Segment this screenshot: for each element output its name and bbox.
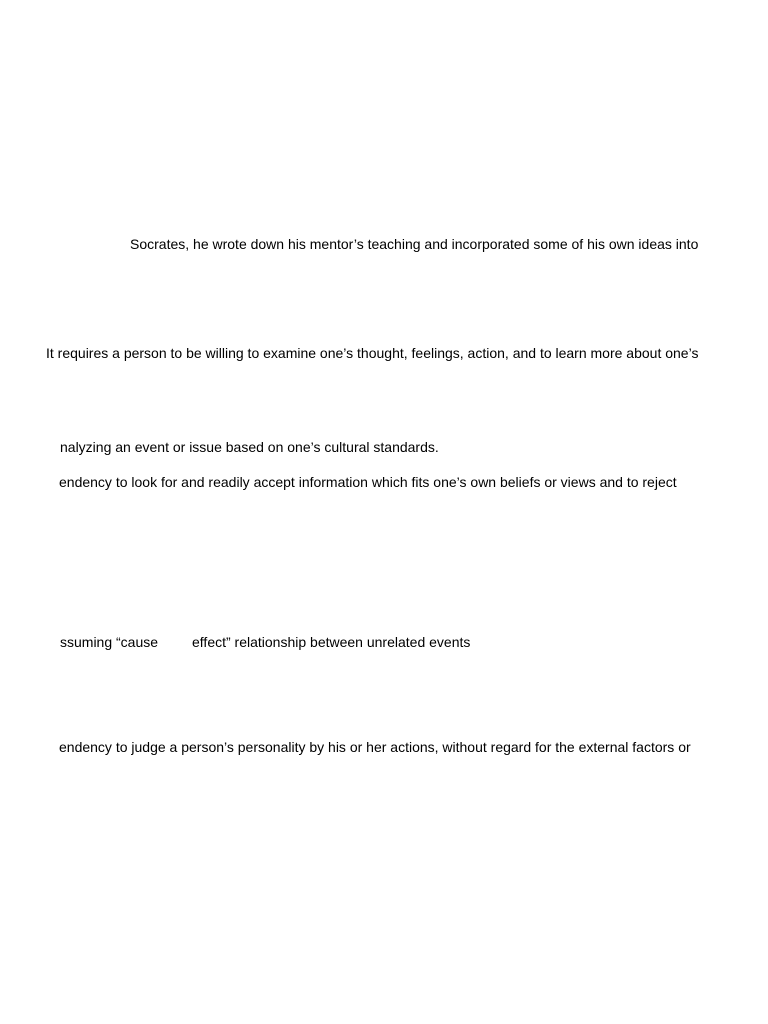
text-line-confirmation-tendency: endency to look for and readily accept information which fits one’s own beliefs or views and to reject — [59, 474, 677, 490]
text-line-assuming-cause: ssuming “cause — [60, 634, 159, 650]
text-line-judge-personality: endency to judge a person’s personality by his or her actions, without regard for the external factors or — [59, 739, 691, 755]
text-line-effect-relationship: effect” relationship between unrelated events — [192, 634, 471, 650]
text-line-socrates: Socrates, he wrote down his mentor’s teaching and incorporated some of his own ideas into — [130, 236, 699, 252]
text-line-self-examination: It requires a person to be willing to examine one’s thought, feelings, action, and to learn more about one’s — [46, 345, 699, 361]
text-line-cultural-standards: nalyzing an event or issue based on one’s cultural standards. — [60, 439, 439, 455]
